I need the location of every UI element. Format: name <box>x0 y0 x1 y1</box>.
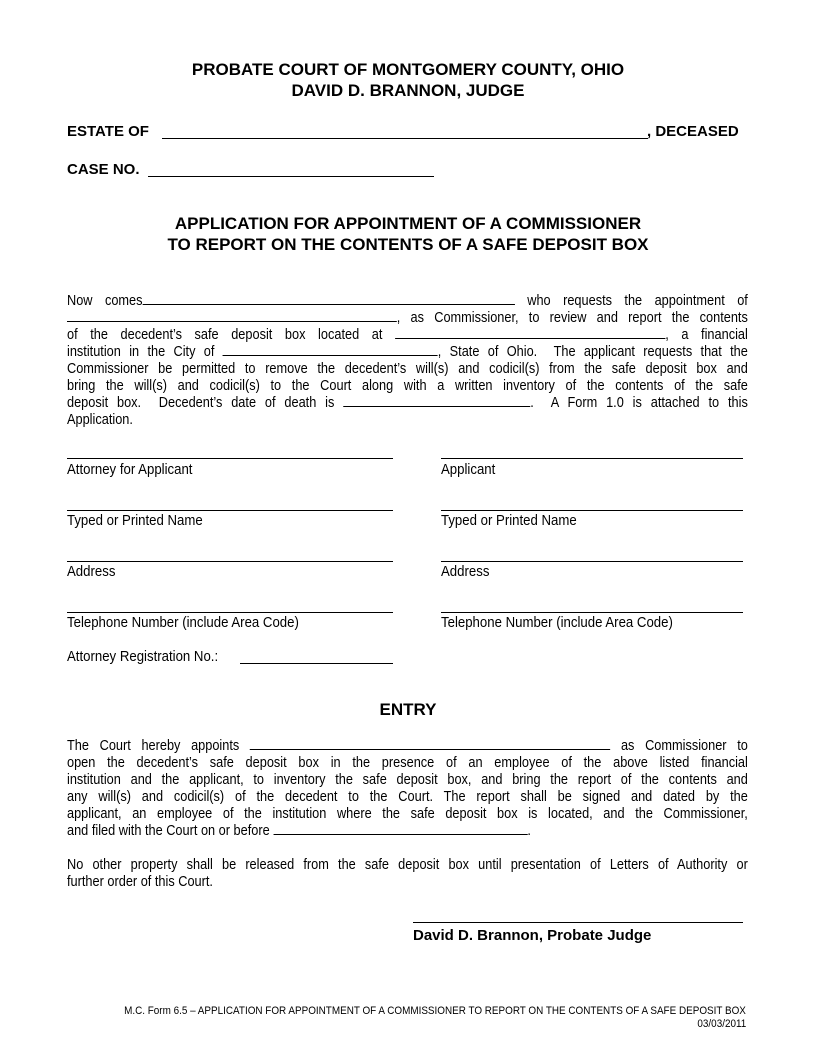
deceased-label: , DECEASED <box>647 123 739 140</box>
applicant-name-label: Typed or Printed Name <box>441 512 577 529</box>
applicant-name-line[interactable] <box>441 510 743 511</box>
attorney-name-line[interactable] <box>67 510 393 511</box>
applicant-signature-line[interactable] <box>441 458 743 459</box>
text: Application. <box>67 411 133 428</box>
text: further order of this Court. <box>67 873 213 890</box>
applicant-address-line[interactable] <box>441 561 743 562</box>
filing-deadline-field[interactable] <box>273 822 527 835</box>
text: Commissioner be permitted to remove the decedent’s will(s) and codicil(s) from the safe deposit box and <box>67 360 748 377</box>
form-title-line1: APPLICATION FOR APPOINTMENT OF A COMMISSIONER <box>174 214 642 233</box>
case-no-field[interactable] <box>148 160 434 177</box>
text: . A Form 1.0 is attached to this <box>530 394 748 411</box>
text: bring the will(s) and codicil(s) to the Court along with a written inventory of the contents of the safe <box>67 377 748 394</box>
attorney-phone-label: Telephone Number (include Area Code) <box>67 614 299 631</box>
text: institution in the City of <box>67 343 223 360</box>
form-title-line2: TO REPORT ON THE CONTENTS OF A SAFE DEPOSIT BOX <box>167 235 649 254</box>
attorney-address-line[interactable] <box>67 561 393 562</box>
footer-form-name: M.C. Form 6.5 – APPLICATION FOR APPOINTMENT OF A COMMISSIONER TO REPORT ON THE CONTENTS OF A SAFE DEPOSIT BOX <box>124 1005 746 1017</box>
court-name: PROBATE COURT OF MONTGOMERY COUNTY, OHIO <box>191 60 625 79</box>
text: and filed with the Court on or before <box>67 822 274 839</box>
text: , State of Ohio. The applicant requests that the <box>437 343 748 360</box>
judge-name: DAVID D. BRANNON, JUDGE <box>291 81 525 100</box>
text: Now comes <box>67 292 143 309</box>
text: , a financial <box>665 326 748 343</box>
text: as Commissioner to <box>610 737 748 754</box>
text: applicant, an employee of the institution where the safe deposit box is located, and the Commissioner, <box>67 805 748 822</box>
entry-heading: ENTRY <box>379 700 437 719</box>
text: The Court hereby appoints <box>67 737 250 754</box>
estate-field[interactable] <box>162 122 648 139</box>
attorney-signature-line[interactable] <box>67 458 393 459</box>
applicant-label: Applicant <box>441 461 496 478</box>
applicant-name-field[interactable] <box>143 292 515 305</box>
attorney-address-label: Address <box>67 563 116 580</box>
text: any will(s) and codicil(s) of the decedent to the Court. The report shall be signed and dated by the <box>67 788 748 805</box>
text: . <box>527 822 531 839</box>
attorney-phone-line[interactable] <box>67 612 393 613</box>
text: of the decedent’s safe deposit box located at <box>67 326 395 343</box>
case-no-label: CASE NO. <box>67 161 140 178</box>
text: , as Commissioner, to review and report the contents <box>396 309 748 326</box>
attorney-name-label: Typed or Printed Name <box>67 512 203 529</box>
date-of-death-field[interactable] <box>343 394 530 407</box>
financial-institution-field[interactable] <box>395 326 665 339</box>
commissioner-name-field[interactable] <box>67 309 397 322</box>
text: who requests the appointment of <box>514 292 748 309</box>
judge-signature-label: David D. Brannon, Probate Judge <box>413 927 652 944</box>
judge-signature-line[interactable] <box>413 922 743 923</box>
text: No other property shall be released from the safe deposit box until presentation of Letters of Authority or <box>67 856 748 873</box>
appointed-commissioner-field[interactable] <box>250 737 610 750</box>
text: deposit box. Decedent’s date of death is <box>67 394 344 411</box>
city-field[interactable] <box>223 343 438 356</box>
text: open the decedent’s safe deposit box in the presence of an employee of the above listed financial <box>67 754 748 771</box>
estate-label: ESTATE OF <box>67 123 149 140</box>
applicant-phone-line[interactable] <box>441 612 743 613</box>
attorney-label: Attorney for Applicant <box>67 461 193 478</box>
registration-label: Attorney Registration No.: <box>67 648 219 665</box>
footer-date: 03/03/2011 <box>697 1018 746 1030</box>
text: institution and the applicant, to inventory the safe deposit box, and bring the report of the contents and <box>67 771 748 788</box>
applicant-address-label: Address <box>441 563 490 580</box>
applicant-phone-label: Telephone Number (include Area Code) <box>441 614 673 631</box>
registration-field[interactable] <box>240 663 393 664</box>
